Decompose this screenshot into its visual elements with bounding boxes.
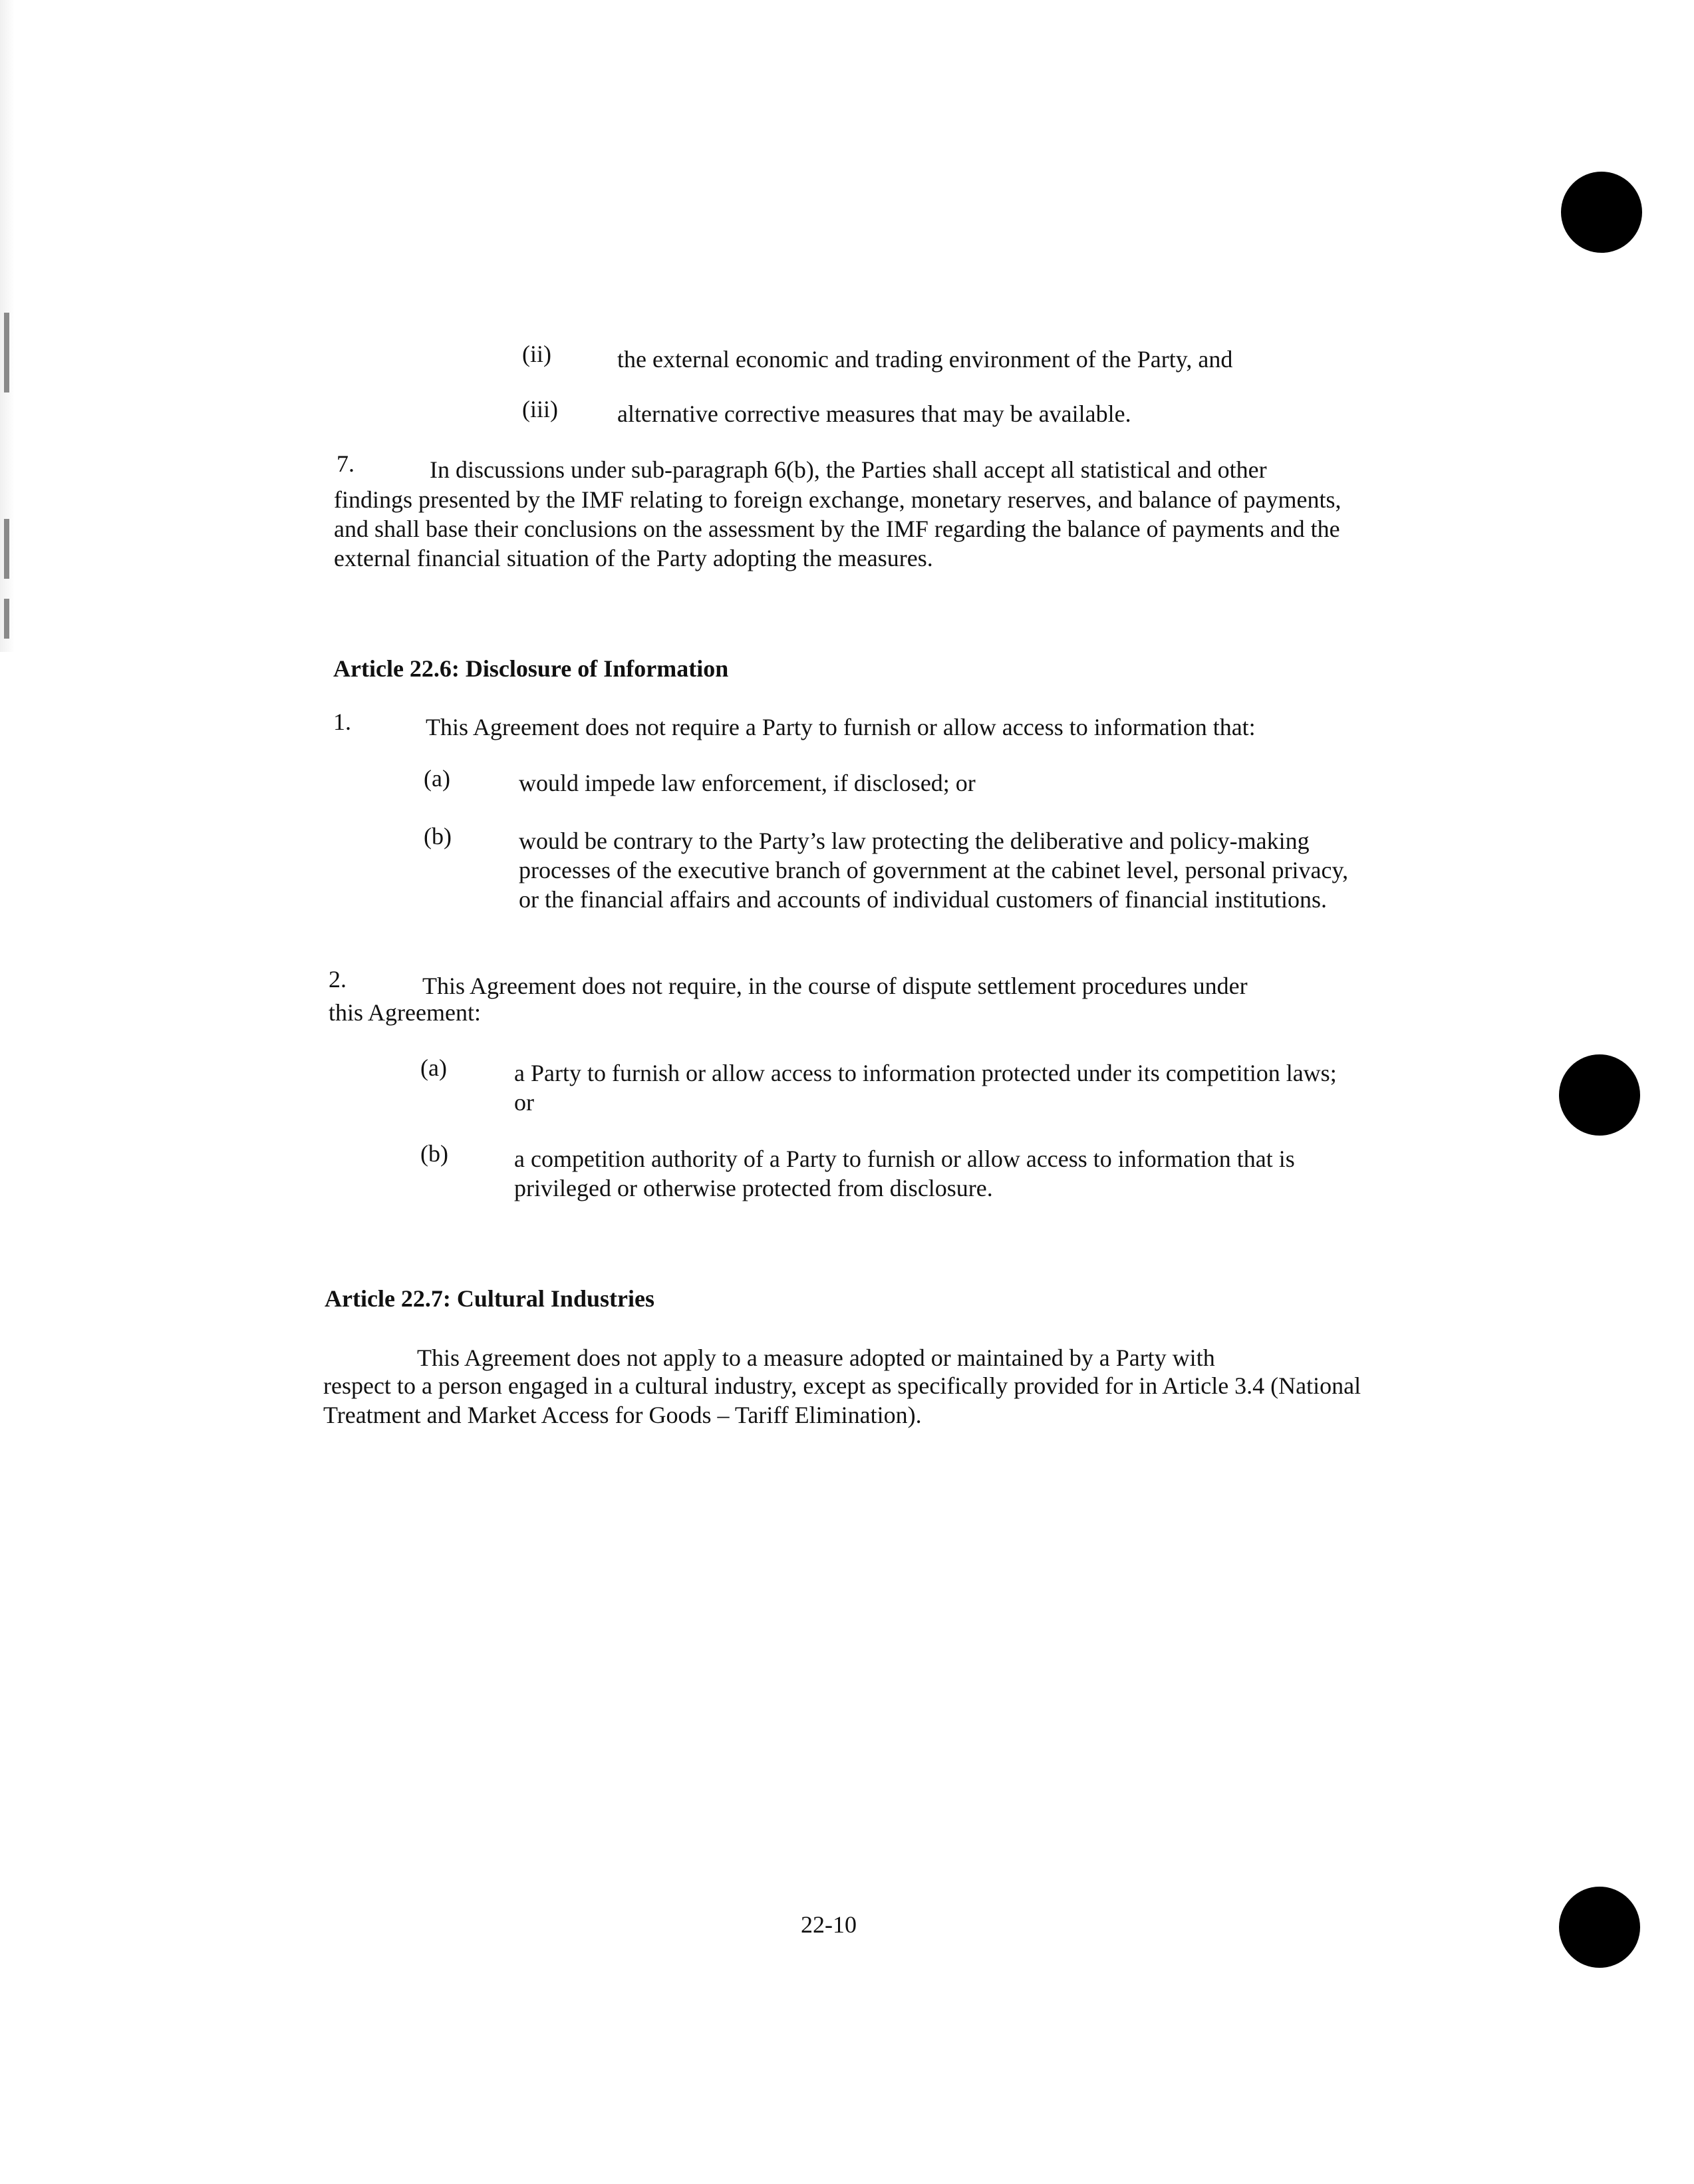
- article-22-7-heading: Article 22.7: Cultural Industries: [325, 1285, 654, 1312]
- paragraph-2-first-line: This Agreement does not require, in the course of dispute settlement procedures under: [422, 973, 1248, 999]
- list-marker-ii: (ii): [522, 341, 551, 367]
- paragraph-2-continuation: this Agreement:: [329, 999, 481, 1026]
- paragraph-1-number: 1.: [333, 708, 351, 735]
- paragraph-7-number: 7.: [337, 450, 354, 477]
- list-marker-2b: (b): [420, 1140, 448, 1167]
- paragraph-1-text: This Agreement does not require a Party to furnish or allow access to information that:: [426, 714, 1256, 740]
- article-22-6-heading: Article 22.6: Disclosure of Information: [333, 655, 729, 682]
- list-item-a: would impede law enforcement, if disclosed; or: [519, 770, 976, 796]
- scan-edge-mark: [4, 599, 9, 639]
- punch-hole-top: [1561, 172, 1642, 253]
- list-item-2b: a competition authority of a Party to furnish or allow access to information that is privileged or otherwise protected from disclosure.: [514, 1146, 1295, 1201]
- article-22-7-body: respect to a person engaged in a cultural industry, except as specifically provided for in Article 3.4 (National Treatment and Market Access for Goods – Tariff Elimination).: [323, 1372, 1361, 1428]
- scan-edge-mark: [4, 313, 9, 392]
- list-marker-a: (a): [424, 765, 450, 792]
- article-22-7-first-line: This Agreement does not apply to a measure adopted or maintained by a Party with: [417, 1344, 1215, 1371]
- list-marker-2a: (a): [420, 1054, 447, 1081]
- paragraph-7-first-line: In discussions under sub-paragraph 6(b), the Parties shall accept all statistical and other: [430, 456, 1267, 483]
- paragraph-2-number: 2.: [329, 966, 347, 993]
- list-item-2a: a Party to furnish or allow access to information protected under its competition laws; or: [514, 1060, 1337, 1116]
- list-marker-b: (b): [424, 823, 452, 850]
- scan-edge-mark: [4, 519, 9, 579]
- list-item-b: would be contrary to the Party’s law protecting the deliberative and policy-making processes of the executive branch of government at the cabinet level, personal privacy, or the financial affairs and accounts of individual customers of financial institutions.: [519, 828, 1349, 913]
- list-marker-iii: (iii): [522, 396, 558, 422]
- list-item-ii: the external economic and trading environment of the Party, and: [617, 346, 1233, 373]
- paragraph-7-body: findings presented by the IMF relating to foreign exchange, monetary reserves, and balance of payments, and shall base their conclusions on the assessment by the IMF regarding the balance of payments and the external financial situation of the Party adopting the measures.: [334, 486, 1341, 571]
- punch-hole-middle: [1559, 1054, 1640, 1136]
- punch-hole-bottom: [1559, 1887, 1640, 1968]
- list-item-iii: alternative corrective measures that may be available.: [617, 400, 1131, 427]
- page-number: 22-10: [801, 1911, 857, 1938]
